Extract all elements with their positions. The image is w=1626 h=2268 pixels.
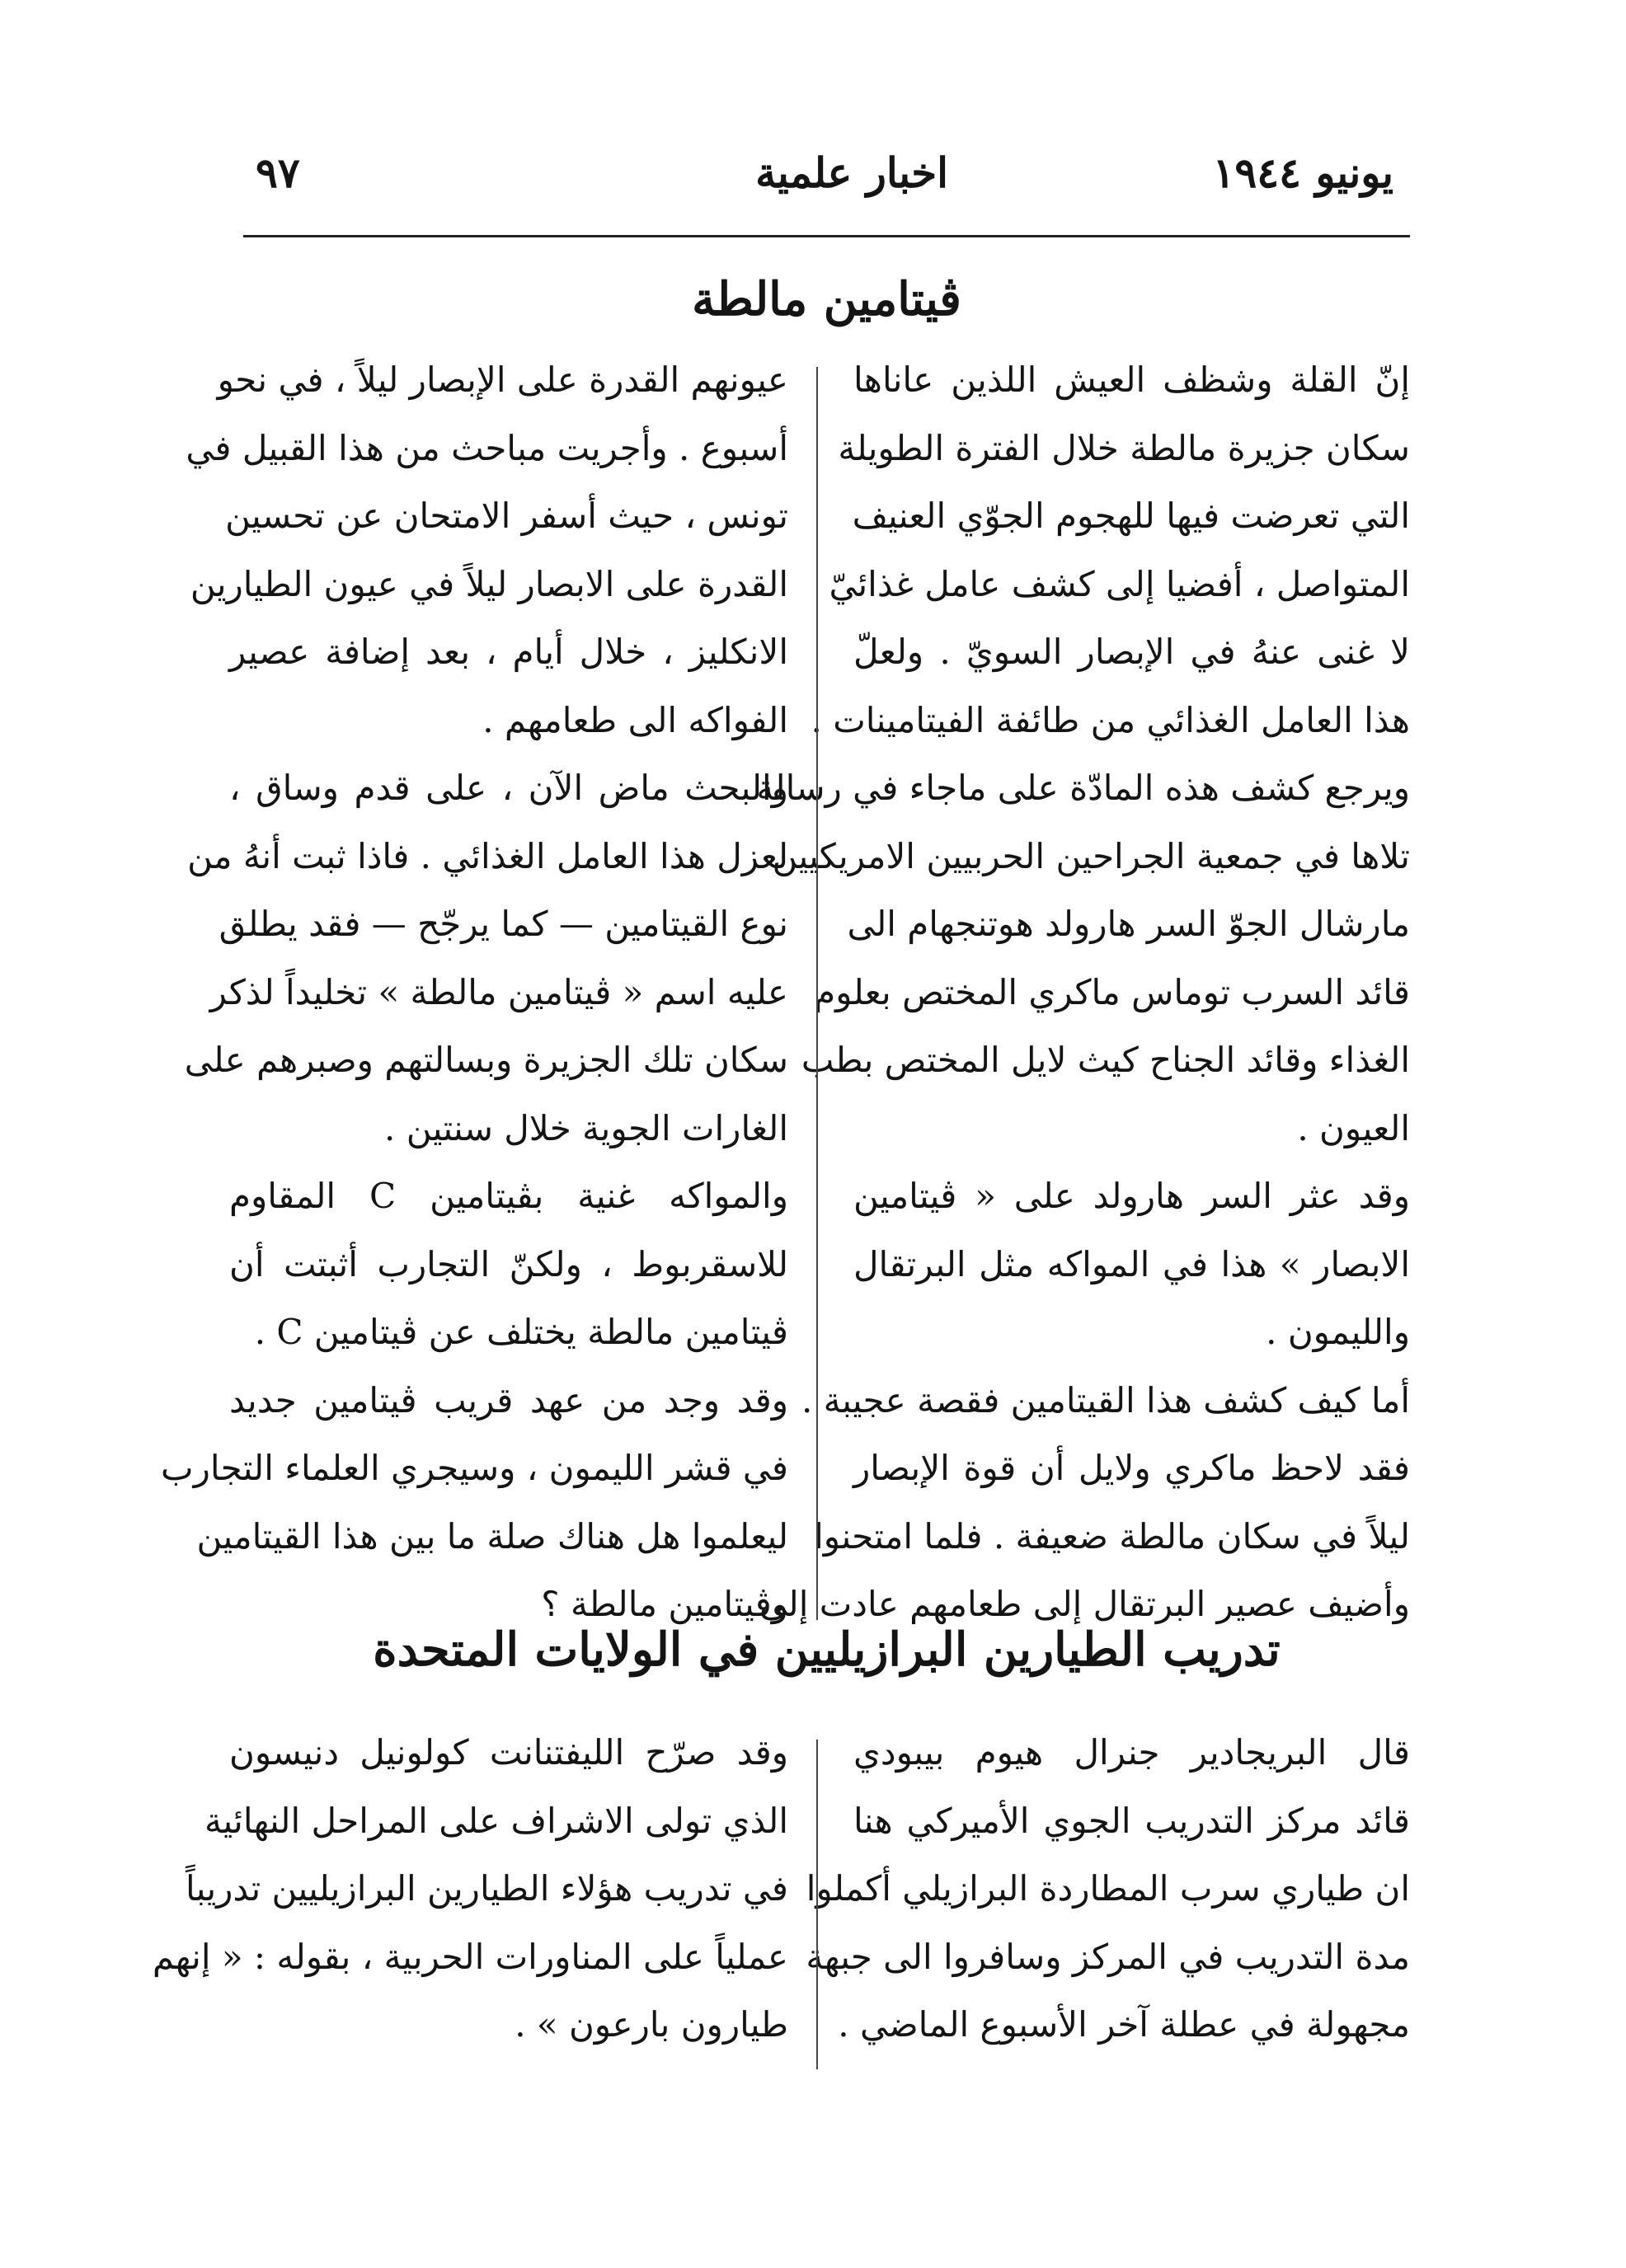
text-line-content: الابصار » هذا في المواكه مثل البرتقال: [853, 1243, 1410, 1284]
text-line-content: تلاها في جمعية الجراحين الحربيين الامريكيين: [772, 835, 1410, 876]
text-line: [229, 1162, 788, 1231]
text-line: [229, 1367, 788, 1435]
text-line-content: سكان تلك الجزيرة وبسالتهم وصبرهم على: [184, 1040, 788, 1080]
text-line-content: قائد مركز التدريب الجوي الأميركي هنا: [853, 1800, 1410, 1841]
text-line-content: وقد عثر السر هارولد على « ڤيتامين: [853, 1176, 1410, 1216]
header-section-title: اخبار علمية: [755, 148, 948, 197]
text-line: [853, 1231, 1410, 1299]
text-line-content: الغارات الجوية خلال سنتين .: [384, 1107, 788, 1148]
text-line-content: فقد لاحظ ماكري ولايل أن قوة الإبصار: [853, 1448, 1410, 1488]
text-line-content: وقد صرّح الليفتنانت كولونيل دنيسون: [229, 1732, 788, 1773]
text-line-content: ان طياري سرب المطاردة البرازيلي أكملوا: [806, 1868, 1410, 1909]
article1-title: ڤيتامين مالطة: [692, 272, 961, 326]
text-line-content: التي تعرضت فيها للهجوم الجوّي العنيف: [852, 495, 1410, 536]
text-line: [853, 1719, 1410, 1787]
text-line: [853, 482, 1410, 551]
column-divider: [816, 1740, 818, 2069]
text-line: [853, 1435, 1410, 1503]
text-line: [190, 551, 788, 619]
text-line-content: المتواصل ، أفضيا إلى كشف عامل غذائيّ: [829, 563, 1410, 604]
text-line: [184, 1026, 788, 1095]
text-line-content: قائد السرب توماس ماكري المختص بعلوم: [814, 971, 1410, 1012]
column-divider: [816, 367, 818, 1620]
text-line: [853, 1787, 1410, 1856]
text-line-content: مجهولة في عطلة آخر الأسبوع الماضي .: [838, 2004, 1410, 2045]
text-line: [853, 346, 1410, 415]
text-line: [152, 1923, 788, 1992]
text-line-content: أسبوع . وأجريت مباحث من هذا القبيل في: [186, 427, 788, 468]
text-line: [829, 551, 1410, 619]
text-line-content: والليمون .: [1266, 1312, 1410, 1352]
article1-right-column: [756, 346, 1410, 1639]
text-line: [772, 823, 1410, 891]
text-line: [806, 1923, 1410, 1992]
page-number: ٩٧: [256, 148, 300, 197]
text-line: [814, 959, 1410, 1027]
text-line-content: سكان جزيرة مالطة خلال الفترة الطويلة: [838, 427, 1410, 468]
article2-left-column: [152, 1719, 788, 2059]
text-line: [853, 1162, 1410, 1231]
text-line: [838, 1991, 1410, 2059]
text-line-content: القدرة على الابصار ليلاً في عيون الطيارين: [190, 563, 788, 604]
article1-left-column: [161, 346, 788, 1639]
text-line-content: هذا العامل الغذائي من طائفة الفيتامينات .: [811, 699, 1410, 740]
text-line-content: والبحث ماض الآن ، على قدم وساق ،: [229, 768, 788, 808]
text-line: [853, 1095, 1410, 1163]
text-line-content: إنّ القلة وشظف العيش اللذين عاناها: [853, 359, 1410, 400]
text-line: [229, 754, 788, 823]
text-line-content: والمواكه غنية بڤيتامين C المقاوم: [229, 1176, 788, 1216]
text-line-content: ليلاً في سكان مالطة ضعيفة . فلما امتحنوا: [814, 1515, 1410, 1557]
text-line: [204, 1787, 788, 1856]
text-line-content: طيارون بارعون » .: [515, 2004, 788, 2045]
text-line-content: الانكليز ، خلال أيام ، بعد إضافة عصير: [229, 632, 788, 672]
text-line-content: عملياً على المناورات الحربية ، بقوله : « إنهم: [152, 1936, 788, 1977]
text-line: [229, 618, 788, 687]
text-line-content: وقد وجد من عهد قريب ڤيتامين جديد: [229, 1379, 788, 1420]
header-rule: [243, 235, 1410, 237]
text-line-content: في قشر الليمون ، وسيجري العلماء التجارب: [161, 1448, 788, 1488]
header-date: يونيو ١٩٤٤: [1212, 148, 1393, 197]
text-line-content: في تدريب هؤلاء الطيارين البرازيليين تدريباً: [185, 1868, 788, 1909]
text-line-content: نوع القيتامين — كما يرجّح — فقد يطلق: [219, 904, 788, 944]
page-header: [239, 140, 1410, 231]
text-line: [229, 1719, 788, 1787]
article2-title: تدريب الطيارين البرازيليين في الولايات المتحدة: [373, 1622, 1281, 1677]
text-line: [187, 823, 788, 891]
text-line: [853, 1298, 1410, 1367]
text-line: [161, 1435, 788, 1503]
text-line: [811, 687, 1410, 755]
text-line: [209, 959, 788, 1027]
text-line: [853, 618, 1410, 687]
article2-right-column: [806, 1719, 1410, 2059]
text-line: [801, 1026, 1410, 1095]
text-line: [847, 890, 1410, 959]
text-line: [186, 415, 788, 483]
text-line: [196, 1503, 788, 1571]
text-line: [219, 890, 788, 959]
text-line-content: العيون .: [1297, 1107, 1410, 1148]
text-line-content: للاسقربوط ، ولكنّ التجارب أثبتت أن: [229, 1243, 788, 1284]
text-line-content: ويرجع كشف هذه المادّة على ماجاء في رسالة: [756, 768, 1410, 808]
text-line-content: ليعلموا هل هناك صلة ما بين هذا القيتامين: [196, 1515, 788, 1557]
text-line: [806, 1855, 1410, 1923]
text-line: [229, 1231, 788, 1299]
text-line-content: وأضيف عصير البرتقال إلى طعامهم عادت إلى: [759, 1584, 1410, 1624]
text-line: [801, 1367, 1410, 1435]
text-line-content: تونس ، حيث أسفر الامتحان عن تحسين: [225, 495, 788, 536]
text-line: [217, 346, 788, 415]
text-line-content: مدة التدريب في المركز وسافروا الى جبهة: [806, 1936, 1410, 1977]
text-line: [185, 1855, 788, 1923]
text-line-content: الفواكه الى طعامهم .: [482, 699, 788, 740]
text-line: [838, 415, 1410, 483]
text-line-content: قال البريجادير جنرال هيوم بيبودي: [853, 1732, 1410, 1773]
text-line: [229, 1298, 788, 1367]
text-line-content: أما كيف كشف هذا القيتامين فقصة عجيبة .: [801, 1379, 1410, 1420]
text-line: [229, 1095, 788, 1163]
text-line: [225, 482, 788, 551]
text-line-content: الذي تولى الاشراف على المراحل النهائية: [204, 1800, 788, 1841]
text-line-content: لعزل هذا العامل الغذائي . فاذا ثبت أنهُ من: [187, 835, 788, 876]
text-line-content: وڤيتامين مالطة ؟: [541, 1584, 788, 1624]
text-line-content: ڤيتامين مالطة يختلف عن ڤيتامين C .: [254, 1312, 788, 1352]
text-line-content: عليه اسم « ڤيتامين مالطة » تخليداً لذكر: [209, 971, 788, 1012]
text-line-content: مارشال الجوّ السر هارولد هوتنجهام الى: [847, 904, 1410, 944]
text-line: [756, 754, 1410, 823]
text-line: [229, 1991, 788, 2059]
text-line-content: لا غنى عنهُ في الإبصار السويّ . ولعلّ: [853, 632, 1410, 672]
text-line: [814, 1503, 1410, 1571]
text-line: [229, 687, 788, 755]
text-line-content: الغذاء وقائد الجناح كيث لايل المختص بطب: [801, 1040, 1410, 1080]
text-line-content: عيونهم القدرة على الإبصار ليلاً ، في نحو: [217, 359, 788, 400]
